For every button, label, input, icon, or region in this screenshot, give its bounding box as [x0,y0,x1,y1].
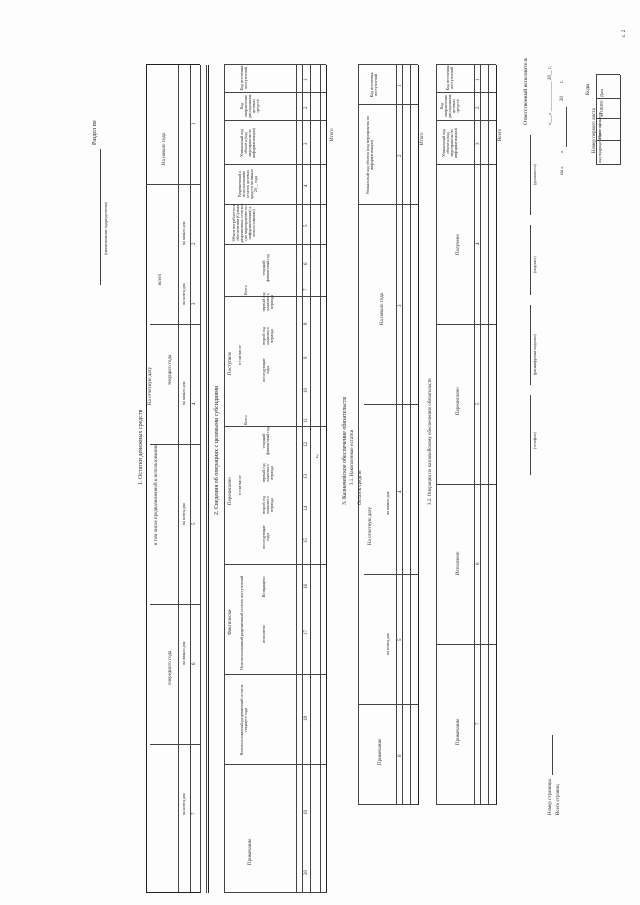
s31-source-code: Код источника поступлений [369,72,378,98]
s2-num-17: 17 [304,630,309,635]
page-mark: 2 [316,455,319,460]
s2-total-received: Всего [243,285,248,295]
signature-line[interactable] [530,225,531,295]
s1-num-1: 1 [192,122,197,125]
s2-num-12: 12 [304,442,309,447]
section-input-line[interactable] [100,149,101,285]
s32-num-2: 2 [476,106,481,109]
s2-paid: Перечислено [228,477,233,505]
section3-sub1: 3.1. Накопленные остатки [350,429,355,485]
s2-num-13: 13 [304,474,309,479]
phone-line[interactable] [530,395,531,475]
okpo-label: по ОКПО [599,100,604,117]
s1-num-6: 6 [192,662,197,665]
footer-date: «___» ____________ 20__ г. [548,66,553,125]
s32-num-6: 6 [476,562,481,565]
s2-object-code: Уникальный код объекта (код мероприятия по информатизации) [239,128,256,158]
s1-start-day-2: на начало дня [181,381,186,405]
s1-start-day-3: на начало дня [181,641,186,665]
s1-end-day-2: на конец дня [181,503,186,525]
s2-including-paid: в том числе [237,475,242,495]
s2-execution: исполнено [261,624,266,643]
s2-num-10: 10 [304,388,309,393]
s2-num-18: 18 [304,716,309,721]
s2-first-paid: первый год планового периода [261,463,274,483]
s32-num-1: 1 [476,78,481,81]
s2-num-4: 4 [304,184,309,187]
s2-unresolved: Неиспользованный разрешенный остаток текущего года [239,684,248,756]
section2-title: 2. Сведения об операциях с целевыми субсидиями [214,385,220,515]
s1-next-year: очередного года [168,650,173,685]
s2-next-paid: последующие годы [261,525,270,549]
s1-num-3: 3 [192,302,197,305]
s32-num-3: 3 [476,142,481,145]
responsible-label: Ответственный исполнитель [523,57,529,125]
s2-required: Объем потребности в обеспечении (Сумма разрешенных остатков (по мероприятию по информатизации) к использованию) [231,203,256,243]
s2-num-16: 16 [304,584,309,589]
s32-received: Получено [456,234,461,255]
s1-num-7: 7 [192,812,197,815]
position-line[interactable] [530,135,531,215]
s2-num-5: 5 [304,224,309,227]
s2-num-20: 20 [304,870,309,875]
s31-start-day: на начало дня [385,491,390,515]
s1-report-date: На отчетную дату [148,366,153,405]
corner-code: с. 2 [622,29,627,37]
s32-source-code: Код источника поступлений [445,65,454,91]
s31-total-label: Итого [420,132,425,145]
section3-sub2: 3.2. Операции по казначейскому обеспечению обязательств [428,378,433,505]
s2-next-received: последующие годы [261,358,270,382]
division-code-label: код подразделения [597,131,602,163]
s1-begin-year: На начало года [162,133,167,165]
s31-num-3: 3 [398,304,403,307]
s31-num-6: 6 [398,754,403,757]
s31-end-day: на конец дня [385,633,390,655]
s32-note: Примечание [456,718,461,745]
total-pages-label: Всего страниц [556,784,561,815]
year-prefix: 20 [560,96,565,101]
position-caption: (должность) [532,164,537,185]
s32-total-label: Всего [498,128,503,141]
s31-num-4: 4 [398,490,403,493]
section-caption: (наименование подразделения) [103,202,108,255]
s32-num-5: 5 [476,402,481,405]
s2-source-code: Код источника поступлений [239,65,248,91]
s2-second-paid: второй год планового периода [261,495,274,515]
sheet-number-label: Номер первого листа [592,108,597,153]
year-end: г. [560,80,565,83]
s31-remainder: Остаток средств [358,470,363,505]
name-line[interactable] [530,305,531,385]
date-prefix: на « [560,166,565,175]
date-code-label: Дата [599,89,604,97]
s2-returned: Возвращено [261,576,266,598]
s31-report-date: На отчетную дату [368,506,373,545]
s2-resolved: Разрешенный к использованию остаток целевых средств на начало 20__ года [237,168,258,200]
s2-total-paid: Всего [243,415,248,425]
s32-target-code: Код направления расходования целевых средств [439,94,460,118]
phone-caption: (телефон) [532,432,537,449]
s31-begin-year: На начало года [380,293,385,325]
s31-num-1: 1 [398,84,403,87]
s32-paid: Перечислено [456,387,461,415]
s2-num-15: 15 [304,538,309,543]
date-line[interactable] [566,107,567,147]
s31-object-code: Уникальный код объекта (код мероприятия по информатизации) [365,115,374,195]
s1-end-day-1: на конец дня [181,283,186,305]
s2-received: Поступило [228,351,233,375]
s2-num-14: 14 [304,506,309,511]
s1-num-4: 4 [192,402,197,405]
s2-num-1: 1 [304,78,309,81]
s1-end-day-3: на конец дня [181,793,186,815]
s31-num-2: 2 [398,154,403,157]
s2-num-11: 11 [304,418,309,423]
s2-first-received: первый год планового периода [261,292,274,312]
s2-num-6: 6 [304,262,309,265]
signature-caption: (подпись) [532,256,537,273]
section-label: Раздел по [92,120,98,145]
s2-num-3: 3 [304,142,309,145]
s1-including: в том числе предназначенной к использованию [154,444,159,545]
page-number-label: Номер страницы [548,779,553,815]
name-caption: (расшифровка подписи) [532,334,537,375]
section1-title: 1. Остатки денежных средств [138,409,144,485]
s2-num-19: 19 [304,810,309,815]
date-mid: » [560,150,565,153]
s32-num-7: 7 [476,722,481,725]
s2-total-label: Итого [330,128,335,141]
s1-start-day-1: на начало дня [181,221,186,245]
s31-note: Примечание [378,738,383,765]
s2-num-2: 2 [304,106,309,109]
s2-reserve: Неиспользованный разрешенный остаток поступлений [239,576,244,670]
s1-total: всего [158,273,163,285]
s2-num-7: 7 [304,288,309,291]
page-number-line[interactable] [552,735,553,775]
s2-fy-received: текущий финансовый год [261,254,270,282]
s1-num-5: 5 [192,522,197,525]
s2-actual: Фактически [228,609,233,635]
s1-current-year: текущего года [168,354,173,385]
s2-fy-paid: текущий финансовый год [261,427,270,455]
s2-target-code: Код направления расходования целевых средств [239,94,260,118]
s2-note: Примечание [248,838,253,865]
s1-data-row[interactable] [206,65,207,893]
s32-object-code: Уникальный код объекта (код мероприятия по информатизации) [441,128,458,158]
s32-num-4: 4 [476,242,481,245]
s32-used: Исполнено [456,551,461,575]
s1-num-2: 2 [192,242,197,245]
s2-num-8: 8 [304,322,309,325]
s2-including-received: в том числе [237,345,242,365]
section3-title: 3. Казначейское обеспечение обязательств [342,396,348,505]
codes-label: Коды [586,83,591,95]
s2-second-received: второй год планового периода [261,326,274,346]
s31-num-5: 5 [398,638,403,641]
identifier-label: Идентификатор [597,112,602,139]
s2-num-9: 9 [304,356,309,359]
